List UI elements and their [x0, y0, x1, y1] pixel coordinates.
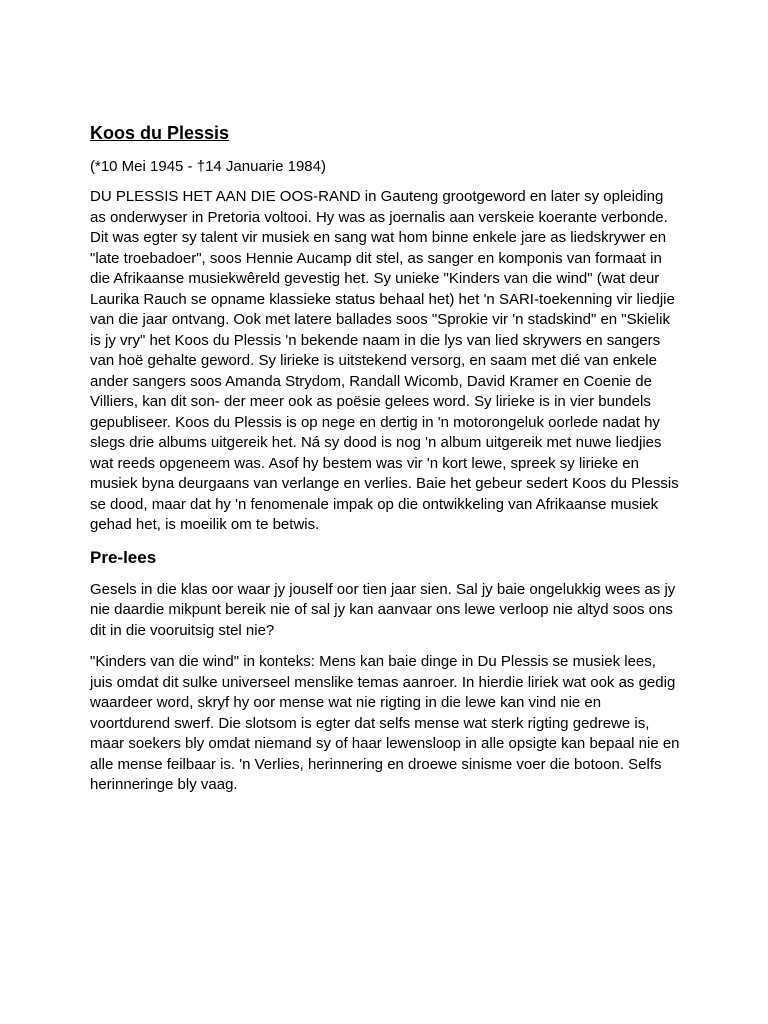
biography-paragraph: DU PLESSIS HET AAN DIE OOS-RAND in Gauteng grootgeword en later sy opleiding as onderwyser in Pretoria voltooi. Hy was as joernalis aan verskeie koerante verbonde. Dit was egter sy talent vir musiek en sang wat hom binne enkele jare as liedskrywer en "late troebadoer", soos Hennie Aucamp dit stel, as sanger en komponis van formaat in die Afrikaanse musiekwêreld gevestig het. Sy unieke "Kinders van die wind" (wat deur Laurika Rauch se opname klassieke status behaal het) het 'n SARI-toekenning vir liedjie van die jaar ontvang. Ook met latere ballades soos "Sprokie vir 'n stadskind" en "Skielik is jy vry" het Koos du Plessis 'n bekende naam in die lys van lied skrywers en sangers van hoë gehalte geword. Sy lirieke is uitstekend versorg, en saam met dié van enkele ander sangers soos Amanda Strydom, Randall Wicomb, David Kramer en Coenie de Villiers, kan dit son- der meer ook as poësie gelees word. Sy lirieke is in vier bundels gepubliseer. Koos du Plessis is op nege en dertig in 'n motorongeluk oorlede nadat hy slegs drie albums uitgereik het. Ná sy dood is nog 'n album uitgereik met nuwe liedjies wat reeds opgeneem was. Asof hy bestem was vir 'n kort lewe, spreek sy lirieke en musiek byna deurgaans van verlange en verlies. Baie het gebeur sedert Koos du Plessis se dood, maar dat hy 'n fenomenale impak op die ontwikkeling van Afrikaanse musiek gehad het, is moeilik om te betwis.: [90, 188, 679, 533]
prelees-paragraph-2: "Kinders van die wind" in konteks: Mens kan baie dinge in Du Plessis se musiek lees, juis omdat dit sulke universeel menslike temas aanroer. In hierdie liriek wat ook as gedig waardeer word, skryf hy oor mense wat nie rigting in die lewe kan vind nie en voortdurend swerf. Die slotsom is egter dat selfs mense wat sterk rigting gedrewe is, maar soekers bly omdat niemand sy of haar lewensloop in alle opsigte kan bepaal nie en alle mense feilbaar is. 'n Verlies, herinnering en droewe sinisme voer die botoon. Selfs herinneringe bly vaag.: [90, 653, 680, 793]
document-page: [90, 122, 682, 807]
prelees-paragraph-1: Gesels in die klas oor waar jy jouself oor tien jaar sien. Sal jy baie ongelukkig wees as jy nie daardie mikpunt bereik nie of sal jy kan aanvaar ons lewe verloop nie altyd soos ons dit in die vooruitsig stel nie?: [90, 580, 676, 639]
life-dates: (*10 Mei 1945 - †14 Januarie 1984): [90, 158, 326, 175]
document-title: Koos du Plessis: [90, 123, 230, 143]
section-heading-prelees: Pre-lees: [90, 547, 157, 567]
